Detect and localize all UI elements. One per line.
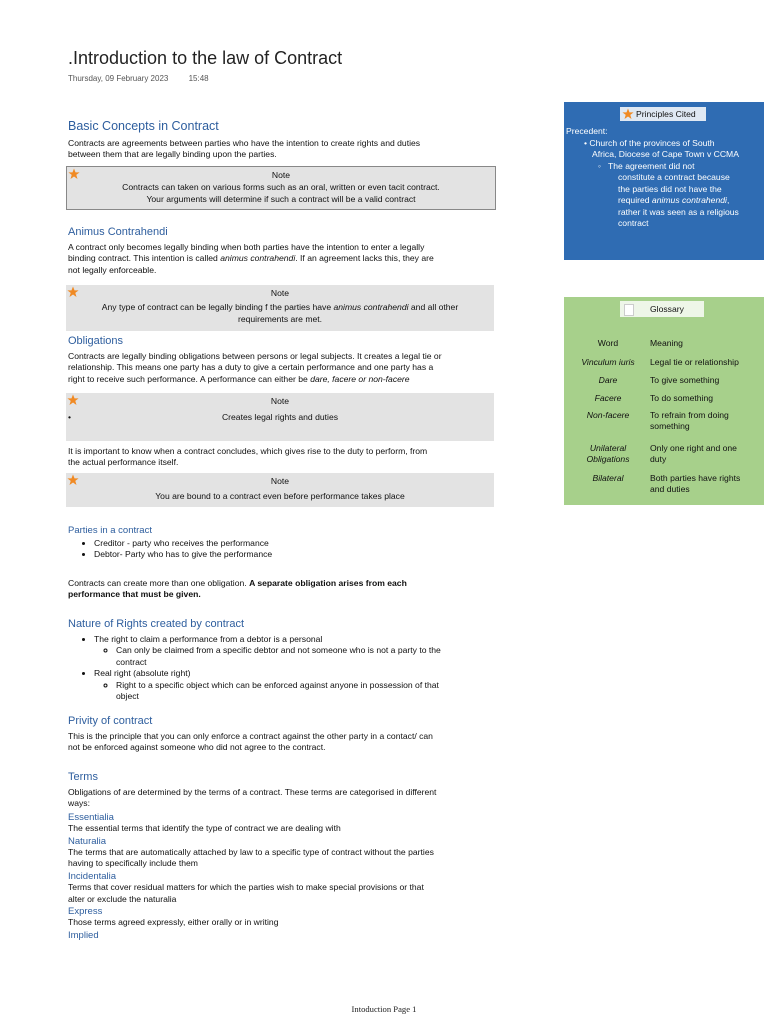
note-label: Note [271,170,291,180]
explanation-line: the parties did not have the [618,183,722,194]
basic-line-2: between them that are legally binding upon the parties. [68,149,277,160]
heading-basic-concepts: Basic Concepts in Contract [68,119,219,133]
privity-paragraph [68,731,498,754]
glossary-word: Unilateral Obligations [586,443,630,464]
note-box-performance [66,473,494,507]
explanation-line: ◦ The agreement did not [598,161,695,171]
glossary-meaning: To give something [650,375,720,385]
heading-animus: Animus Contrahendi [68,226,168,238]
glossary-meaning: Both parties have rights and duties [650,473,741,494]
rights-list [68,634,498,702]
glossary-meaning: To refrain from doing something [650,410,729,431]
parties-list [68,538,498,561]
list-item: • Creditor - party who receives the performance [94,538,498,549]
case-line: • Church of the provinces of South [584,138,715,148]
heading-rights: Nature of Rights created by contract [68,618,245,630]
glossary-label: Glossary [650,304,684,314]
obligations-line-5: the actual performance itself. [68,457,179,468]
incidentalia-text: Terms that cover residual matters for which the parties wish to make special provisions or that [68,882,424,893]
page-footer: Intoduction Page 1 [351,1004,417,1014]
glossary-head-meaning: Meaning [650,338,683,348]
note-text: Contracts can taken on various forms such as an oral, written or even tacit contract. [122,182,440,192]
glossary-box [564,297,764,505]
parties-paragraph [68,578,498,601]
precedent-case [584,138,760,161]
obligations-paragraph [68,351,498,385]
glossary-word: Vinculum iuris [581,357,635,367]
heading-implied: Implied [68,929,99,941]
page-date: Thursday, 09 February 2023 [68,74,169,83]
heading-incidentalia: Incidentalia [68,870,117,882]
parties-line-2: performance that must be given. [68,589,201,600]
heading-obligations: Obligations [68,335,124,347]
obligations-line-2: relationship. This means one party has a duty to give a certain performance and one party has a [68,362,434,373]
animus-line-1: A contract only becomes legally binding when both parties have the intention to enter a legally [68,242,425,252]
heading-naturalia: Naturalia [68,835,107,847]
note-box-basic [66,166,496,210]
essentialia-text: The essential terms that identify the type of contract we are dealing with [68,823,341,834]
star-icon [68,168,80,180]
heading-terms: Terms [68,771,98,783]
explanation-line: contract [618,218,649,229]
case-line: Africa, Diocese of Cape Town v CCMA [592,149,739,160]
glossary-word: Dare [598,375,618,385]
basic-paragraph [68,138,490,161]
animus-line-3: not legally enforceable. [68,264,157,275]
star-icon [67,474,79,486]
page-title: .Introduction to the law of Contract [68,48,343,68]
list-item: • Debtor- Party who has to give the performance [94,549,498,560]
parties-line-1: Contracts can create more than one obligation. A separate obligation arises from each [68,578,407,588]
animus-line-2: binding contract. This intention is called animus contrahendi. If an agreement lacks this, they are [68,253,434,264]
express-text: Those terms agreed expressly, either orally or in writing [68,917,279,928]
note-box-animus [66,285,494,331]
principles-label: Principles Cited [636,109,696,119]
star-icon [622,108,634,120]
note-label: Note [270,288,290,298]
glossary-word: Facere [594,393,622,403]
basic-line-1: Contracts are agreements between parties who have the intention to create rights and duties [68,138,421,148]
incidentalia-text: alter or exclude the naturalia [68,893,177,904]
principles-cited-box [564,102,764,260]
star-icon [67,286,79,298]
list-item: • The right to claim a performance from a debtor is a personal ◦ Can only be claimed from a specific debtor and not someone who is not a party to the contract [94,634,498,668]
glossary-word: Non-facere [586,410,630,420]
explanation-line: rather it was seen as a religious [618,206,739,217]
note-text: • Creates legal rights and duties [68,412,339,422]
naturalia-text: The terms that are automatically attached by law to a specific type of contract without the parties [68,847,434,858]
note-text: You are bound to a contract even before performance takes place [155,491,405,501]
principles-label-box [620,107,706,121]
heading-privity: Privity of contract [68,715,153,727]
explanation-line: constitute a contract because [618,172,730,183]
page-time: 15:48 [188,74,209,83]
list-item: ◦ Can only be claimed from a specific debtor and not someone who is not a party to the contract [116,645,498,668]
terms-line-1: Obligations of are determined by the terms of a contract. These terms are categorised in different [68,787,437,797]
note-box-obligations [66,393,494,441]
terms-line-2: ways: [68,798,90,809]
bullet: • [68,412,72,422]
glossary-head-word: Word [597,338,619,348]
list-item: ◦ Right to a specific object which can be enforced against anyone in possession of that object [116,680,498,703]
note-text: Any type of contract can be legally binding f the parties have animus contrahendi and all other [101,302,459,312]
obligations-line-3: right to receive such performance. A performance can either be dare, facere or non-facere [68,373,410,384]
heading-essentialia: Essentialia [68,811,114,823]
star-icon [67,394,79,406]
animus-paragraph [68,242,490,276]
glossary-label-box [620,301,704,317]
obligations-line-4: It is important to know when a contract concludes, which gives rise to the duty to perform, from [68,446,428,456]
note-label: Note [270,396,290,406]
list-item: • Real right (absolute right) ◦ Right to a specific object which can be enforced against anyone in possession of that object [94,668,498,702]
obligations-conclude-paragraph [68,446,498,469]
glossary-meaning: Legal tie or relationship [650,357,739,367]
glossary-meaning: Only one right and one duty [650,443,737,464]
glossary-icon [624,304,634,316]
terms-section [68,787,498,941]
glossary-word: Bilateral [592,473,624,483]
naturalia-text: having to specifically include them [68,858,198,869]
note-text: requirements are met. [237,314,323,324]
obligations-line-1: Contracts are legally binding obligations between persons or legal subjects. It creates a legal tie or [68,351,442,361]
privity-line-1: This is the principle that you can only enforce a contract against the other party in a contact/ can [68,731,433,741]
heading-express: Express [68,906,103,918]
privity-line-2: not be enforced against someone who did not agree to the contract. [68,742,326,753]
precedent-explanation [598,161,760,229]
page-dateline [68,74,227,83]
glossary-meaning: To do something [650,393,714,403]
heading-parties: Parties in a contract [68,525,152,536]
note-label: Note [270,476,290,486]
explanation-line: required animus contrahendi, [618,195,730,206]
precedent-label: Precedent: [566,126,608,136]
note-text: Your arguments will determine if such a contract will be a valid contract [146,194,416,204]
